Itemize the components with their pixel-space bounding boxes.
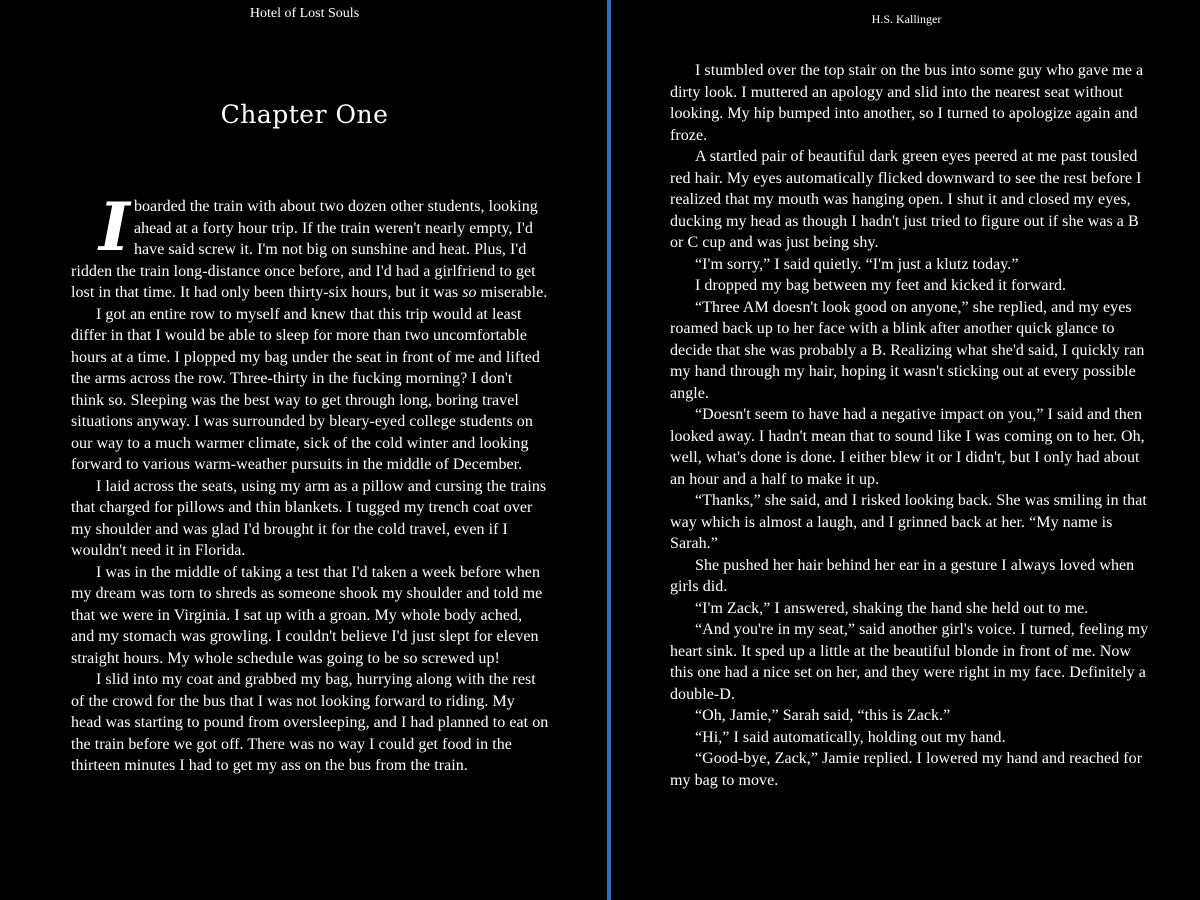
paragraph: I laid across the seats, using my arm as a pillow and cursing the trains that charged for pillows and thin blankets. I tugged my trench coat over my shoulder and was glad I'd brought it for the cold travel, even if I wouldn't need it in Florida. [71,477,547,559]
emphasis-so: so [462,284,477,301]
paragraph: “And you're in my seat,” said another girl's voice. I turned, feeling my heart sink. It sped up a little at the beautiful blonde in front of me. Now this one had a nice set on her, and they were right in my face. Definitely a double-D. [670,621,1149,703]
paragraph: She pushed her hair behind her ear in a gesture I always loved when girls did. [670,556,1135,595]
opening-paragraph [71,188,549,304]
paragraph: I stumbled over the top stair on the bus into some guy who gave me a dirty look. I muttered an apology and slid into the nearest seat without looking. My hip bumped into another, so I turned to apologize again and froze. [670,62,1144,144]
right-page [613,0,1200,900]
paragraph: “Thanks,” she said, and I risked looking back. She was smiling in that way which is almost a laugh, and I grinned back at her. “My name is Sarah.” [670,492,1147,552]
left-body-text [71,188,549,777]
paragraph: “Oh, Jamie,” Sarah said, “this is Zack.” [695,707,951,724]
running-head-title: Hotel of Lost Souls [249,6,360,21]
opening-text-end: miserable. [476,284,548,301]
paragraph: I dropped my bag between my feet and kicked it forward. [695,277,1067,294]
drop-cap: I [99,188,130,266]
paragraph: “Three AM doesn't look good on anyone,” she replied, and my eyes roamed back up to her face with a blink after another quick glance to decide that she was probably a B. Realizing what she'd said, I quickly ran my hand through my hair, hoping it wasn't sticking out at every possible angle. [670,298,1145,402]
paragraph: A startled pair of beautiful dark green eyes peered at me past tousled red hair. My eyes automatically flicked downward to see the rest before I realized that my mouth was hanging open. I shut it and closed my eyes, ducking my head as though I hadn't just tried to figure out if she was a B or C cup and was just being shy. [670,148,1142,251]
paragraph: I was in the middle of taking a test that I'd taken a week before when my dream was torn to shreds as someone shook my shoulder and told me that we were in Virginia. I sat up with a groan. My whole body ached, and my stomach was growling. I couldn't believe I'd just slept for eleven straight hours. My whole schedule was going to be so screwed up! [71,563,543,667]
running-head-author: H.S. Kallinger [871,12,942,26]
right-body-text [670,60,1152,791]
paragraph: I got an entire row to myself and knew that this trip would at least differ in that I would be able to sleep for more than two uncomfortable hours at a time. I plopped my bag under the seat in front of me and lifted the arms across the row. Three-thirty in the fucking morning? I don't think so. Sleeping was the best way to get through long, boring travel situations anyway. I was surrounded by bleary-eyed college students on our way to a much warmer climate, sick of the cold winter and looking forward to various warm-weather pursuits in the middle of December. [71,305,540,473]
paragraph: “I'm Zack,” I answered, shaking the hand she held out to me. [695,599,1089,617]
opening-text: boarded the train with about two dozen other students, looking ahead at a forty hour trip. If the train weren't nearly empty, I'd have said screw it. I'm not big on sunshine and heat. Plus, I'd ridden the train long-distance once before, and I'd had a girlfriend to get lost in that time. It had only been thirty-six hours, but it was [71,198,538,301]
paragraph: “I'm sorry,” I said quietly. “I'm just a klutz today.” [695,255,1019,273]
paragraph: “Doesn't seem to have had a negative impact on you,” I said and then looked away. I hadn't mean that to sound like I was coming on to her. Oh, well, what's done is done. I either blew it or I didn't, but I only had about an hour and a half to make it up. [670,406,1145,488]
page-divider [607,0,611,900]
paragraph: “Hi,” I said automatically, holding out my hand. [695,728,1006,746]
paragraph: “Good-bye, Zack,” Jamie replied. I lowered my hand and reached for my bag to move. [670,750,1143,789]
chapter-title: Chapter One [220,99,389,129]
paragraph: I slid into my coat and grabbed my bag, hurrying along with the rest of the crowd for the bus that I was not looking forward to riding. My head was starting to pound from oversleeping, and I had planned to eat on the train before we got off. There was no way I could get food in the thirteen minutes I had to get my ass on the bus from the train. [71,671,549,774]
